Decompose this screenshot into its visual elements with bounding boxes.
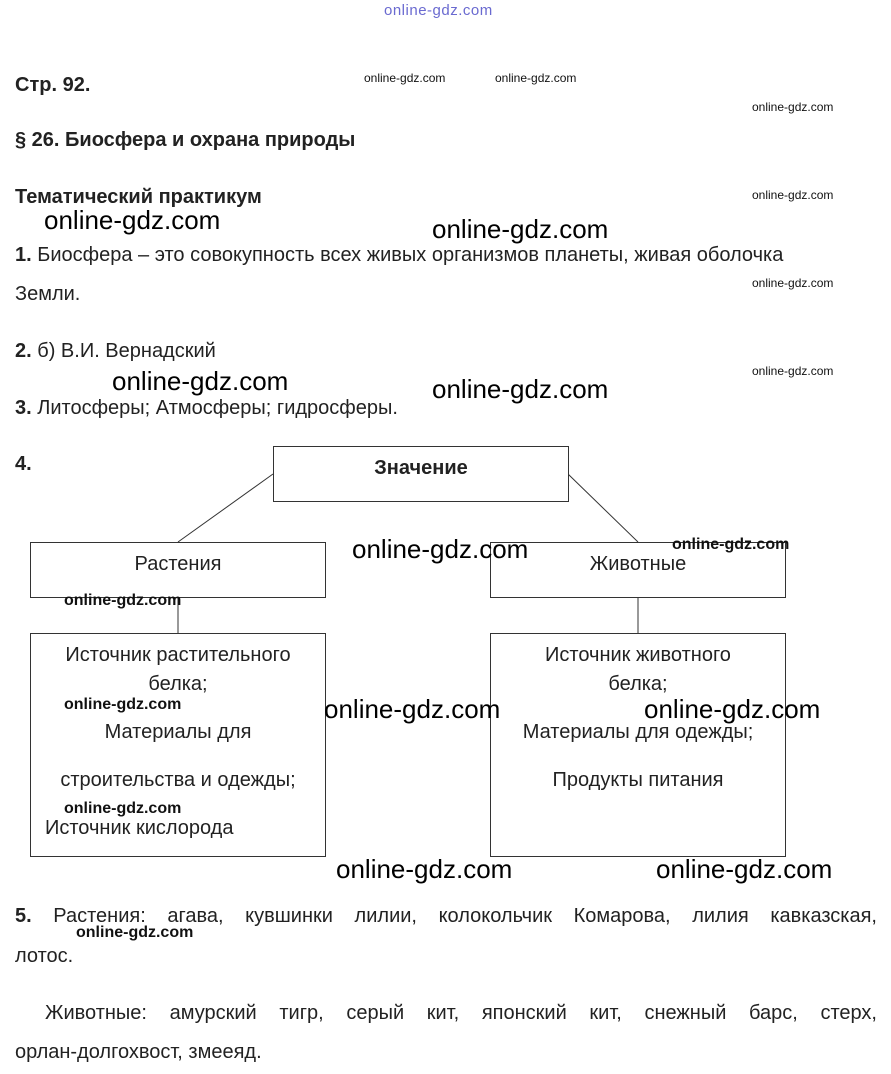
watermark: online-gdz.com xyxy=(432,214,609,244)
task-2-number: 2. xyxy=(15,340,32,362)
diagram-animals-details-box xyxy=(490,633,786,857)
diagram-root-box xyxy=(273,446,569,502)
watermark: online-gdz.com xyxy=(752,276,834,290)
animals-item: Материалы для одежды; xyxy=(522,721,754,743)
section-title: § 26. Биосфера и охрана природы xyxy=(15,129,356,151)
watermark: online-gdz.com xyxy=(64,592,182,609)
watermark: online-gdz.com xyxy=(44,205,221,235)
watermark: online-gdz.com xyxy=(432,374,609,404)
animals-item: белка; xyxy=(608,673,668,695)
watermark: online-gdz.com xyxy=(495,71,577,85)
watermark: online-gdz.com xyxy=(752,188,834,202)
diagram-plants-label: Растения xyxy=(134,553,222,575)
plants-item: Источник кислорода xyxy=(45,817,234,839)
task-5-animals-line-2: орлан-долгохвост, змееяд. xyxy=(15,1041,262,1063)
task-1-number: 1. xyxy=(15,244,32,266)
task-1-line-2: Земли. xyxy=(15,283,81,305)
plants-item: Источник растительного xyxy=(65,644,291,666)
task-1-text: Биосфера – это совокупность всех живых организмов планеты, живая оболочка xyxy=(37,244,784,266)
page-label: Стр. 92. xyxy=(15,74,91,96)
task-3-text: Литосферы; Атмосферы; гидросферы. xyxy=(37,397,398,419)
watermark: online-gdz.com xyxy=(352,534,529,564)
diagram-plants-box xyxy=(30,542,326,598)
watermark: online-gdz.com xyxy=(76,924,194,941)
watermark: online-gdz.com xyxy=(656,854,833,884)
watermark: online-gdz.com xyxy=(112,366,289,396)
animals-item: Источник животного xyxy=(545,644,731,666)
task-5-line-2: лотос. xyxy=(15,945,74,967)
watermark: online-gdz.com xyxy=(324,694,501,724)
watermark: online-gdz.com xyxy=(752,364,834,378)
watermark: online-gdz.com xyxy=(672,536,790,553)
task-5-number: 5. xyxy=(15,905,32,927)
watermark: online-gdz.com xyxy=(752,100,834,114)
task-2 xyxy=(15,340,216,363)
task-2-text: б) В.И. Вернадский xyxy=(37,340,216,362)
watermark: online-gdz.com xyxy=(364,71,446,85)
watermark: online-gdz.com xyxy=(336,854,513,884)
task-3-number: 3. xyxy=(15,397,32,419)
diagram-root-label: Значение xyxy=(374,457,468,479)
subsection-title: Тематический практикум xyxy=(15,186,262,208)
connector-root-plants xyxy=(178,474,273,542)
plants-item: строительства и одежды; xyxy=(60,769,296,791)
animals-item: Продукты питания xyxy=(552,769,724,791)
diagram-plants-details-box xyxy=(30,633,326,857)
connector-root-animals xyxy=(568,474,638,542)
task-5-plants-text: Растения: агава, кувшинки лилии, колокольчик Комарова, лилия кавказская, xyxy=(53,905,877,927)
task-1-line-1 xyxy=(15,244,783,267)
task-5-animals-line-1: Животные: амурский тигр, серый кит, японский кит, снежный барс, стерх, xyxy=(45,1002,877,1024)
plants-item: белка; xyxy=(148,673,208,695)
task-3 xyxy=(15,397,398,420)
diagram-animals-label: Животные xyxy=(589,553,687,575)
watermark: online-gdz.com xyxy=(644,694,821,724)
watermark: online-gdz.com xyxy=(64,800,182,817)
plants-item: Материалы для xyxy=(104,721,252,743)
watermark: online-gdz.com xyxy=(64,696,182,713)
task-4-number: 4. xyxy=(15,453,32,475)
top-watermark: online-gdz.com xyxy=(384,2,493,19)
